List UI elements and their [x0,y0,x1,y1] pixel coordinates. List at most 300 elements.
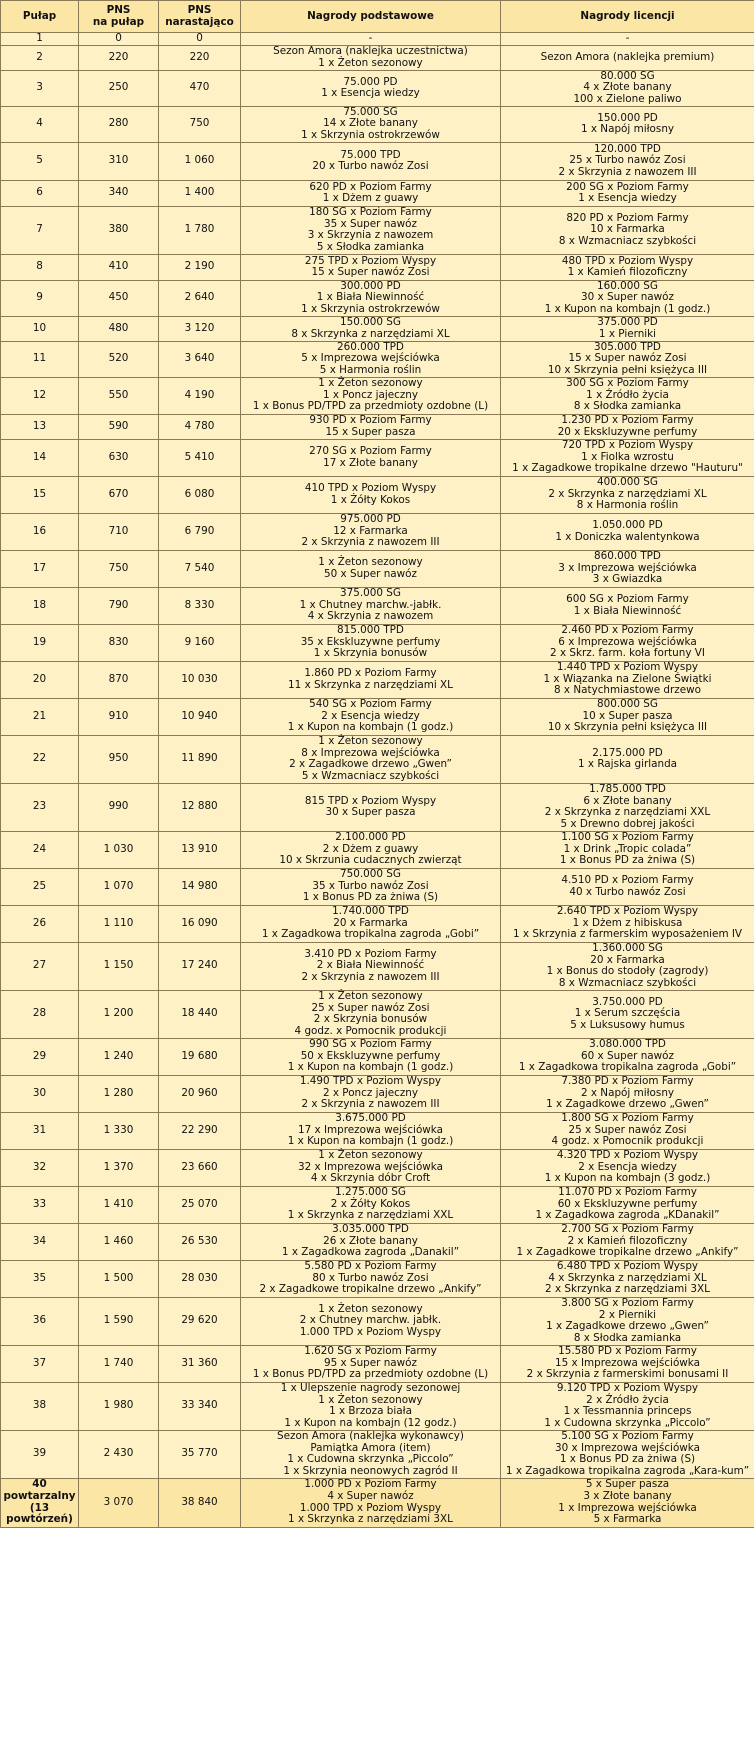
pns-total-cell: 31 360 [159,1345,241,1382]
cell-line: 2 x Dżem z guawy [322,842,419,855]
cell-line: 6.480 TPD x Poziom Wyspy [556,1260,699,1273]
level-cell [1,414,79,439]
license-rewards-cell [501,990,754,1038]
level-cell [1,1186,79,1223]
cell-line: 8 x Harmonia roślin [576,499,679,512]
level-cell [1,341,79,377]
pns-level-cell: 670 [79,476,159,513]
cell-line: 2 x Napój miłosny [580,1086,675,1099]
cell-line: 5.580 PD x Poziom Farmy [304,1260,437,1273]
cell-line: 4.320 TPD x Poziom Wyspy [556,1149,699,1162]
pns-total-cell: 1 060 [159,142,241,180]
pns-level-cell: 550 [79,377,159,414]
table-row [1,905,754,942]
cell-line: 480 TPD x Poziom Wyspy [561,254,694,267]
level-cell [1,1345,79,1382]
cell-line: 1 x Pierniki [598,327,657,340]
cell-line: 2.100.000 PD [335,831,406,844]
license-rewards-cell [501,341,754,377]
pns-total-cell: 25 070 [159,1186,241,1223]
cell-line: 80 x Turbo nawóz Zosi [312,1271,429,1284]
cell-line: Pamiątka Amora (item) [310,1441,431,1454]
table-row [1,180,754,206]
cell-line: 1 x Zagadkowe tropikalne drzewo „Ankify” [516,1246,739,1259]
license-rewards-cell [501,1345,754,1382]
cell-line: 180 SG x Poziom Farmy [309,205,432,218]
basic-rewards-cell [241,735,501,783]
table-row [1,106,754,142]
pns-level-cell: 410 [79,254,159,280]
table-row [1,377,754,414]
cell-line: 2.640 TPD x Poziom Wyspy [556,905,699,918]
pns-total-cell: 0 [159,33,241,46]
cell-line: 1 x Kupon na kombajn (1 godz.) [287,721,454,734]
basic-rewards-cell [241,868,501,905]
cell-line: 5 x Wzmacniacz szybkości [301,769,440,782]
cell-line: 1 x Żeton sezonowy [318,56,423,69]
cell-line: 1 x Bonus PD/TPD za przedmioty ozdobne (L) [252,400,489,413]
pns-total-cell: 14 980 [159,868,241,905]
table-row [1,698,754,735]
cell-line: 23 [32,800,47,813]
cell-line: 1.490 TPD x Poziom Wyspy [299,1075,442,1088]
cell-line: 2 x Kamień filozoficzny [567,1234,688,1247]
cell-line: 1 x Biała Niewinność [573,604,682,617]
basic-rewards-cell [241,831,501,868]
license-rewards-cell [501,1038,754,1075]
cell-line: 4 x Złote banany [583,81,672,94]
cell-line: 3.410 PD x Poziom Farmy [304,947,437,960]
pns-total-cell: 19 680 [159,1038,241,1075]
license-rewards-cell [501,33,754,46]
basic-rewards-cell [241,550,501,587]
cell-line: 40 [32,1478,47,1491]
license-rewards-cell [501,942,754,990]
cell-line: 75.000 SG [343,105,398,118]
cell-line: 1 x Serum szczęścia [574,1007,681,1020]
table-row [1,254,754,280]
cell-line: 25 x Turbo nawóz Zosi [569,154,686,167]
pns-level-cell: 1 370 [79,1149,159,1186]
cell-line: 29 [32,1049,47,1062]
cell-line: 3 [36,81,43,94]
level-cell [1,254,79,280]
cell-line: 1 x Kupon na kombajn (1 godz.) [544,302,711,315]
level-cell [1,70,79,106]
table-row [1,1223,754,1260]
basic-rewards-cell [241,905,501,942]
cell-line: 1 x Cudowna skrzynka „Piccolo” [287,1453,454,1466]
table-row [1,624,754,661]
basic-rewards-cell [241,341,501,377]
level-cell [1,1223,79,1260]
pns-total-cell: 4 190 [159,377,241,414]
level-cell [1,942,79,990]
pns-total-cell: 35 770 [159,1430,241,1478]
cell-line: 2 [36,50,43,63]
pns-total-cell: 3 120 [159,316,241,341]
cell-line: (13 powtórzeń) [6,1501,73,1526]
pns-level-cell: 280 [79,106,159,142]
level-cell [1,1430,79,1478]
table-row [1,280,754,316]
license-rewards-cell [501,1223,754,1260]
cell-line: 7 [36,223,43,236]
pns-level-cell: 830 [79,624,159,661]
cell-line: 31 [32,1123,47,1136]
pns-total-cell: 2 640 [159,280,241,316]
header-row [1,1,754,33]
basic-rewards-cell [241,783,501,831]
table-row [1,783,754,831]
basic-rewards-cell [241,377,501,414]
table-row [1,45,754,70]
cell-line: 26 x Złote banany [323,1234,418,1247]
pns-total-cell: 4 780 [159,414,241,439]
cell-line: 1 x Imprezowa wejściówka [558,1501,697,1514]
table-row [1,414,754,439]
pns-total-cell: 16 090 [159,905,241,942]
cell-line: 2 x Skrzynia z nawozem III [558,165,697,178]
pns-total-cell: 11 890 [159,735,241,783]
license-rewards-cell [501,1297,754,1345]
level-cell [1,206,79,254]
cell-line: 260.000 TPD [337,340,404,353]
cell-line: 2 x Pierniki [598,1308,657,1321]
cell-line: 1 x Dżem z guawy [322,192,419,205]
cell-line: 150.000 SG [340,316,401,328]
cell-line: 150.000 PD [597,111,658,124]
license-rewards-cell [501,1430,754,1478]
pns-level-cell: 3 070 [79,1478,159,1527]
cell-line: 2 x Skrzynia z nawozem III [301,970,440,983]
cell-line: 50 x Ekskluzywne perfumy [300,1049,441,1062]
cell-line: 18 [32,598,47,611]
cell-line: 375.000 SG [340,587,401,600]
cell-line: 27 [32,959,47,972]
cell-line: 300 SG x Poziom Farmy [566,377,689,390]
table-row [1,990,754,1038]
basic-rewards-cell [241,587,501,624]
cell-line: 2 x Skrzynka z narzędziami XXL [544,806,711,819]
cell-line: 5 x Harmonia roślin [319,363,422,376]
level-cell [1,1260,79,1297]
cell-line: 3.800 SG x Poziom Farmy [561,1296,694,1309]
cell-line: 1 x Skrzynka z narzędziami XXL [287,1209,454,1222]
table-row [1,1186,754,1223]
basic-rewards-cell [241,1382,501,1430]
cell-line: 1 x Zagadkowa zagroda „KDanakil” [535,1209,720,1222]
cell-line: 39 [32,1447,47,1460]
cell-line: 4 x Skrzynia z nawozem [307,610,434,623]
cell-line: 1.620 SG x Poziom Farmy [304,1345,437,1358]
level-cell [1,377,79,414]
license-rewards-cell [501,106,754,142]
pns-level-cell: 1 070 [79,868,159,905]
level-cell [1,33,79,46]
cell-line: 8 x Natychmiastowe drzewo [553,684,701,697]
cell-line: 32 [32,1160,47,1173]
cell-line: 2 x Źródło życia [586,1393,669,1406]
license-rewards-cell [501,377,754,414]
level-cell [1,476,79,513]
cell-line: 1 x Fiolka wzrostu [581,450,674,463]
level-cell [1,1297,79,1345]
cell-line: 1 x Skrzynka z narzędziami 3XL [288,1513,453,1526]
cell-line: 930 PD x Poziom Farmy [309,414,432,426]
cell-line: 6 x Imprezowa wejściówka [558,635,697,648]
license-rewards-cell [501,476,754,513]
cell-line: 14 [32,450,47,463]
pns-level-cell: 2 430 [79,1430,159,1478]
pns-total-cell: 2 190 [159,254,241,280]
cell-line: Sezon Amora (naklejka premium) [540,50,715,63]
table-row [1,1478,754,1527]
cell-line: 2 x Skrzynka z narzędziami 3XL [545,1283,710,1296]
cell-line: 815.000 TPD [337,624,404,637]
cell-line: 1 x Zagadkowa tropikalna zagroda „Gobi” [261,928,480,941]
basic-rewards-cell [241,180,501,206]
cell-line: 95 x Super nawóz [324,1356,417,1369]
header-license-rewards: Nagrody licencji [501,1,754,33]
pns-total-cell: 20 960 [159,1075,241,1112]
basic-rewards-cell [241,254,501,280]
cell-line: 540 SG x Poziom Farmy [309,698,432,711]
table-row [1,1297,754,1345]
cell-line: 2.700 SG x Poziom Farmy [561,1223,694,1236]
cell-line: 3 x Skrzynia z nawozem [307,229,434,242]
table-row [1,1382,754,1430]
level-cell [1,280,79,316]
cell-line: 2 x Poncz jajeczny [322,1086,419,1099]
cell-line: 1.275.000 SG [335,1186,406,1199]
cell-line: Sezon Amora (naklejka uczestnictwa) [273,45,468,57]
pns-level-cell: 750 [79,550,159,587]
cell-line: 3 x Imprezowa wejściówka [558,561,697,574]
table-row [1,33,754,46]
cell-line: 2 x Zagadkowe tropikalne drzewo „Ankify” [259,1283,482,1296]
pns-total-cell: 6 080 [159,476,241,513]
cell-line: 8 x Słodka zamianka [573,1331,682,1344]
cell-line: 120.000 TPD [594,142,661,155]
cell-line: 8 x Słodka zamianka [573,400,682,413]
table-row [1,1345,754,1382]
cell-line: powtarzalny [3,1490,76,1502]
cell-line: 19 [32,635,47,648]
basic-rewards-cell [241,1112,501,1149]
cell-line: 1 x Brzoza biała [329,1405,412,1418]
cell-line: 1.860 PD x Poziom Farmy [304,667,437,679]
cell-line: 2 x Skrz. farm. koła fortuny VI [550,647,705,660]
table-row [1,439,754,476]
cell-line: 10 x Super pasza [582,709,673,722]
pns-total-cell: 1 780 [159,206,241,254]
level-cell [1,439,79,476]
cell-line: 200 SG x Poziom Farmy [566,180,689,193]
level-cell [1,735,79,783]
cell-line: 270 SG x Poziom Farmy [309,445,432,457]
basic-rewards-cell [241,1038,501,1075]
license-rewards-cell [501,1186,754,1223]
cell-line: 400.000 SG [597,476,658,489]
cell-line: 15 x Imprezowa wejściówka [554,1356,701,1369]
cell-line: 1 x Doniczka walentynkowa [555,530,700,543]
level-cell [1,180,79,206]
license-rewards-cell [501,70,754,106]
cell-line: 75.000 TPD [340,148,401,161]
license-rewards-cell [501,905,754,942]
pns-total-cell: 470 [159,70,241,106]
cell-line: 5.100 SG x Poziom Farmy [561,1429,694,1442]
cell-line: 35 x Super nawóz [324,217,417,230]
license-rewards-cell [501,1149,754,1186]
cell-line: 1.050.000 PD [592,519,663,531]
cell-line: 5 x Słodka zamianka [316,240,425,253]
cell-line: 36 [32,1314,47,1327]
pns-level-cell: 590 [79,414,159,439]
cell-line: 2.460 PD x Poziom Farmy [561,624,694,637]
cell-line: 6 [36,186,43,199]
cell-line: 5 x Imprezowa wejściówka [301,352,440,365]
basic-rewards-cell [241,70,501,106]
cell-line: 1 x Zagadkowe drzewo „Gwen” [546,1320,709,1333]
cell-line: 9.120 TPD x Poziom Wyspy [556,1381,699,1394]
cell-line: 60 x Ekskluzywne perfumy [557,1197,698,1210]
basic-rewards-cell [241,1478,501,1527]
license-rewards-cell [501,280,754,316]
cell-line: 10 x Skrzynia pełni księżyca III [547,721,708,734]
level-cell [1,316,79,341]
pns-level-cell: 1 240 [79,1038,159,1075]
table-row [1,1112,754,1149]
cell-line: 10 x Farmarka [590,223,665,236]
cell-line: 1 x Zagadkowe tropikalne drzewo "Hauturu" [512,462,743,475]
cell-line: 2 x Biała Niewinność [316,959,425,972]
pns-level-cell: 910 [79,698,159,735]
pns-level-cell: 0 [79,33,159,46]
cell-line: 975.000 PD [340,513,401,526]
basic-rewards-cell [241,1149,501,1186]
cell-line: 30 x Super nawóz [581,291,674,304]
table-row [1,661,754,698]
table-row [1,868,754,905]
cell-line: 38 [32,1399,47,1412]
cell-line: 30 x Super pasza [325,806,416,819]
license-rewards-cell [501,783,754,831]
table-row [1,587,754,624]
pns-total-cell: 750 [159,106,241,142]
cell-line: 8 x Skrzynka z narzędziami XL [291,327,450,340]
cell-line: 305.000 TPD [594,340,661,353]
cell-line: 33 [32,1197,47,1210]
table-row [1,1149,754,1186]
cell-line: 1 x Kupon na kombajn (12 godz.) [284,1416,457,1429]
cell-line: 1 x Wiązanka na Zielone Świątki [543,672,712,685]
cell-line: 8 x Wzmacniacz szybkości [558,976,697,989]
cell-line: 2.175.000 PD [592,746,663,759]
pns-level-cell: 1 110 [79,905,159,942]
basic-rewards-cell [241,698,501,735]
cell-line: 22 [32,752,47,765]
cell-line: 620 PD x Poziom Farmy [309,180,432,193]
cell-line: 1 x Dżem z hibiskusa [572,916,683,929]
pns-level-cell: 870 [79,661,159,698]
cell-line: 1 x Rajska girlanda [577,758,678,771]
cell-line: 1 x Żeton sezonowy [318,1393,423,1406]
cell-line: 990 SG x Poziom Farmy [309,1038,432,1051]
license-rewards-cell [501,1075,754,1112]
cell-line: 1.800 SG x Poziom Farmy [561,1112,694,1125]
basic-rewards-cell [241,1297,501,1345]
cell-line: 1 x Esencja wiedzy [321,87,420,100]
cell-line: - [625,32,630,44]
basic-rewards-cell [241,414,501,439]
cell-line: 35 x Ekskluzywne perfumy [300,635,441,648]
basic-rewards-cell [241,942,501,990]
cell-line: 1 [36,32,43,44]
cell-line: 10 x Skrzunia cudacznych zwierząt [279,854,462,867]
cell-line: 860.000 TPD [594,550,661,563]
cell-line: 600 SG x Poziom Farmy [566,593,689,605]
cell-line: 1 x Chutney marchw.-jabłk. [299,598,442,611]
level-cell [1,1382,79,1430]
cell-line: 15.580 PD x Poziom Farmy [558,1345,697,1358]
pns-total-cell: 10 940 [159,698,241,735]
table-row [1,341,754,377]
pns-level-cell: 340 [79,180,159,206]
level-cell [1,661,79,698]
cell-line: 5 x Drewno dobrej jakości [560,817,695,830]
cell-line: 12 x Farmarka [333,524,408,537]
cell-line: 160.000 SG [597,279,658,292]
cell-line: 1 x Skrzynia ostrokrzewów [301,302,440,315]
level-cell [1,142,79,180]
cell-line: 1.100 SG x Poziom Farmy [561,831,694,844]
cell-line: 20 [32,672,47,685]
cell-line: 1 x Skrzynia ostrokrzewów [301,128,440,141]
cell-line: 25 x Super nawóz Zosi [568,1123,687,1136]
cell-line: 11 x Skrzynka z narzędziami XL [288,678,453,691]
cell-line: 1 x Żółty Kokos [330,493,411,506]
cell-line: 720 TPD x Poziom Wyspy [561,439,694,452]
level-cell [1,1149,79,1186]
table-row [1,142,754,180]
cell-line: 15 x Super nawóz Zosi [311,266,430,279]
basic-rewards-cell [241,280,501,316]
basic-rewards-cell [241,439,501,476]
license-rewards-cell [501,735,754,783]
cell-line: 13 [32,419,47,432]
cell-line: 4 x Skrzynia dóbr Croft [310,1172,431,1185]
cell-line: 1 x Bonus PD za żniwa (S) [559,854,696,867]
basic-rewards-cell [241,476,501,513]
pns-level-cell: 1 590 [79,1297,159,1345]
level-cell [1,990,79,1038]
pns-level-cell: 950 [79,735,159,783]
pns-total-cell: 9 160 [159,624,241,661]
table-row [1,831,754,868]
license-rewards-cell [501,439,754,476]
cell-line: 32 x Imprezowa wejściówka [297,1160,444,1173]
pns-total-cell: 12 880 [159,783,241,831]
pns-level-cell: 380 [79,206,159,254]
cell-line: 6 x Złote banany [583,794,672,807]
license-rewards-cell [501,1112,754,1149]
cell-line: 100 x Zielone paliwo [573,92,682,105]
cell-line: 37 [32,1356,47,1369]
cell-line: 4 x Skrzynka z narzędziami XL [548,1271,707,1284]
cell-line: 2 x Skrzynia z farmerskimi bonusami II [526,1368,729,1381]
